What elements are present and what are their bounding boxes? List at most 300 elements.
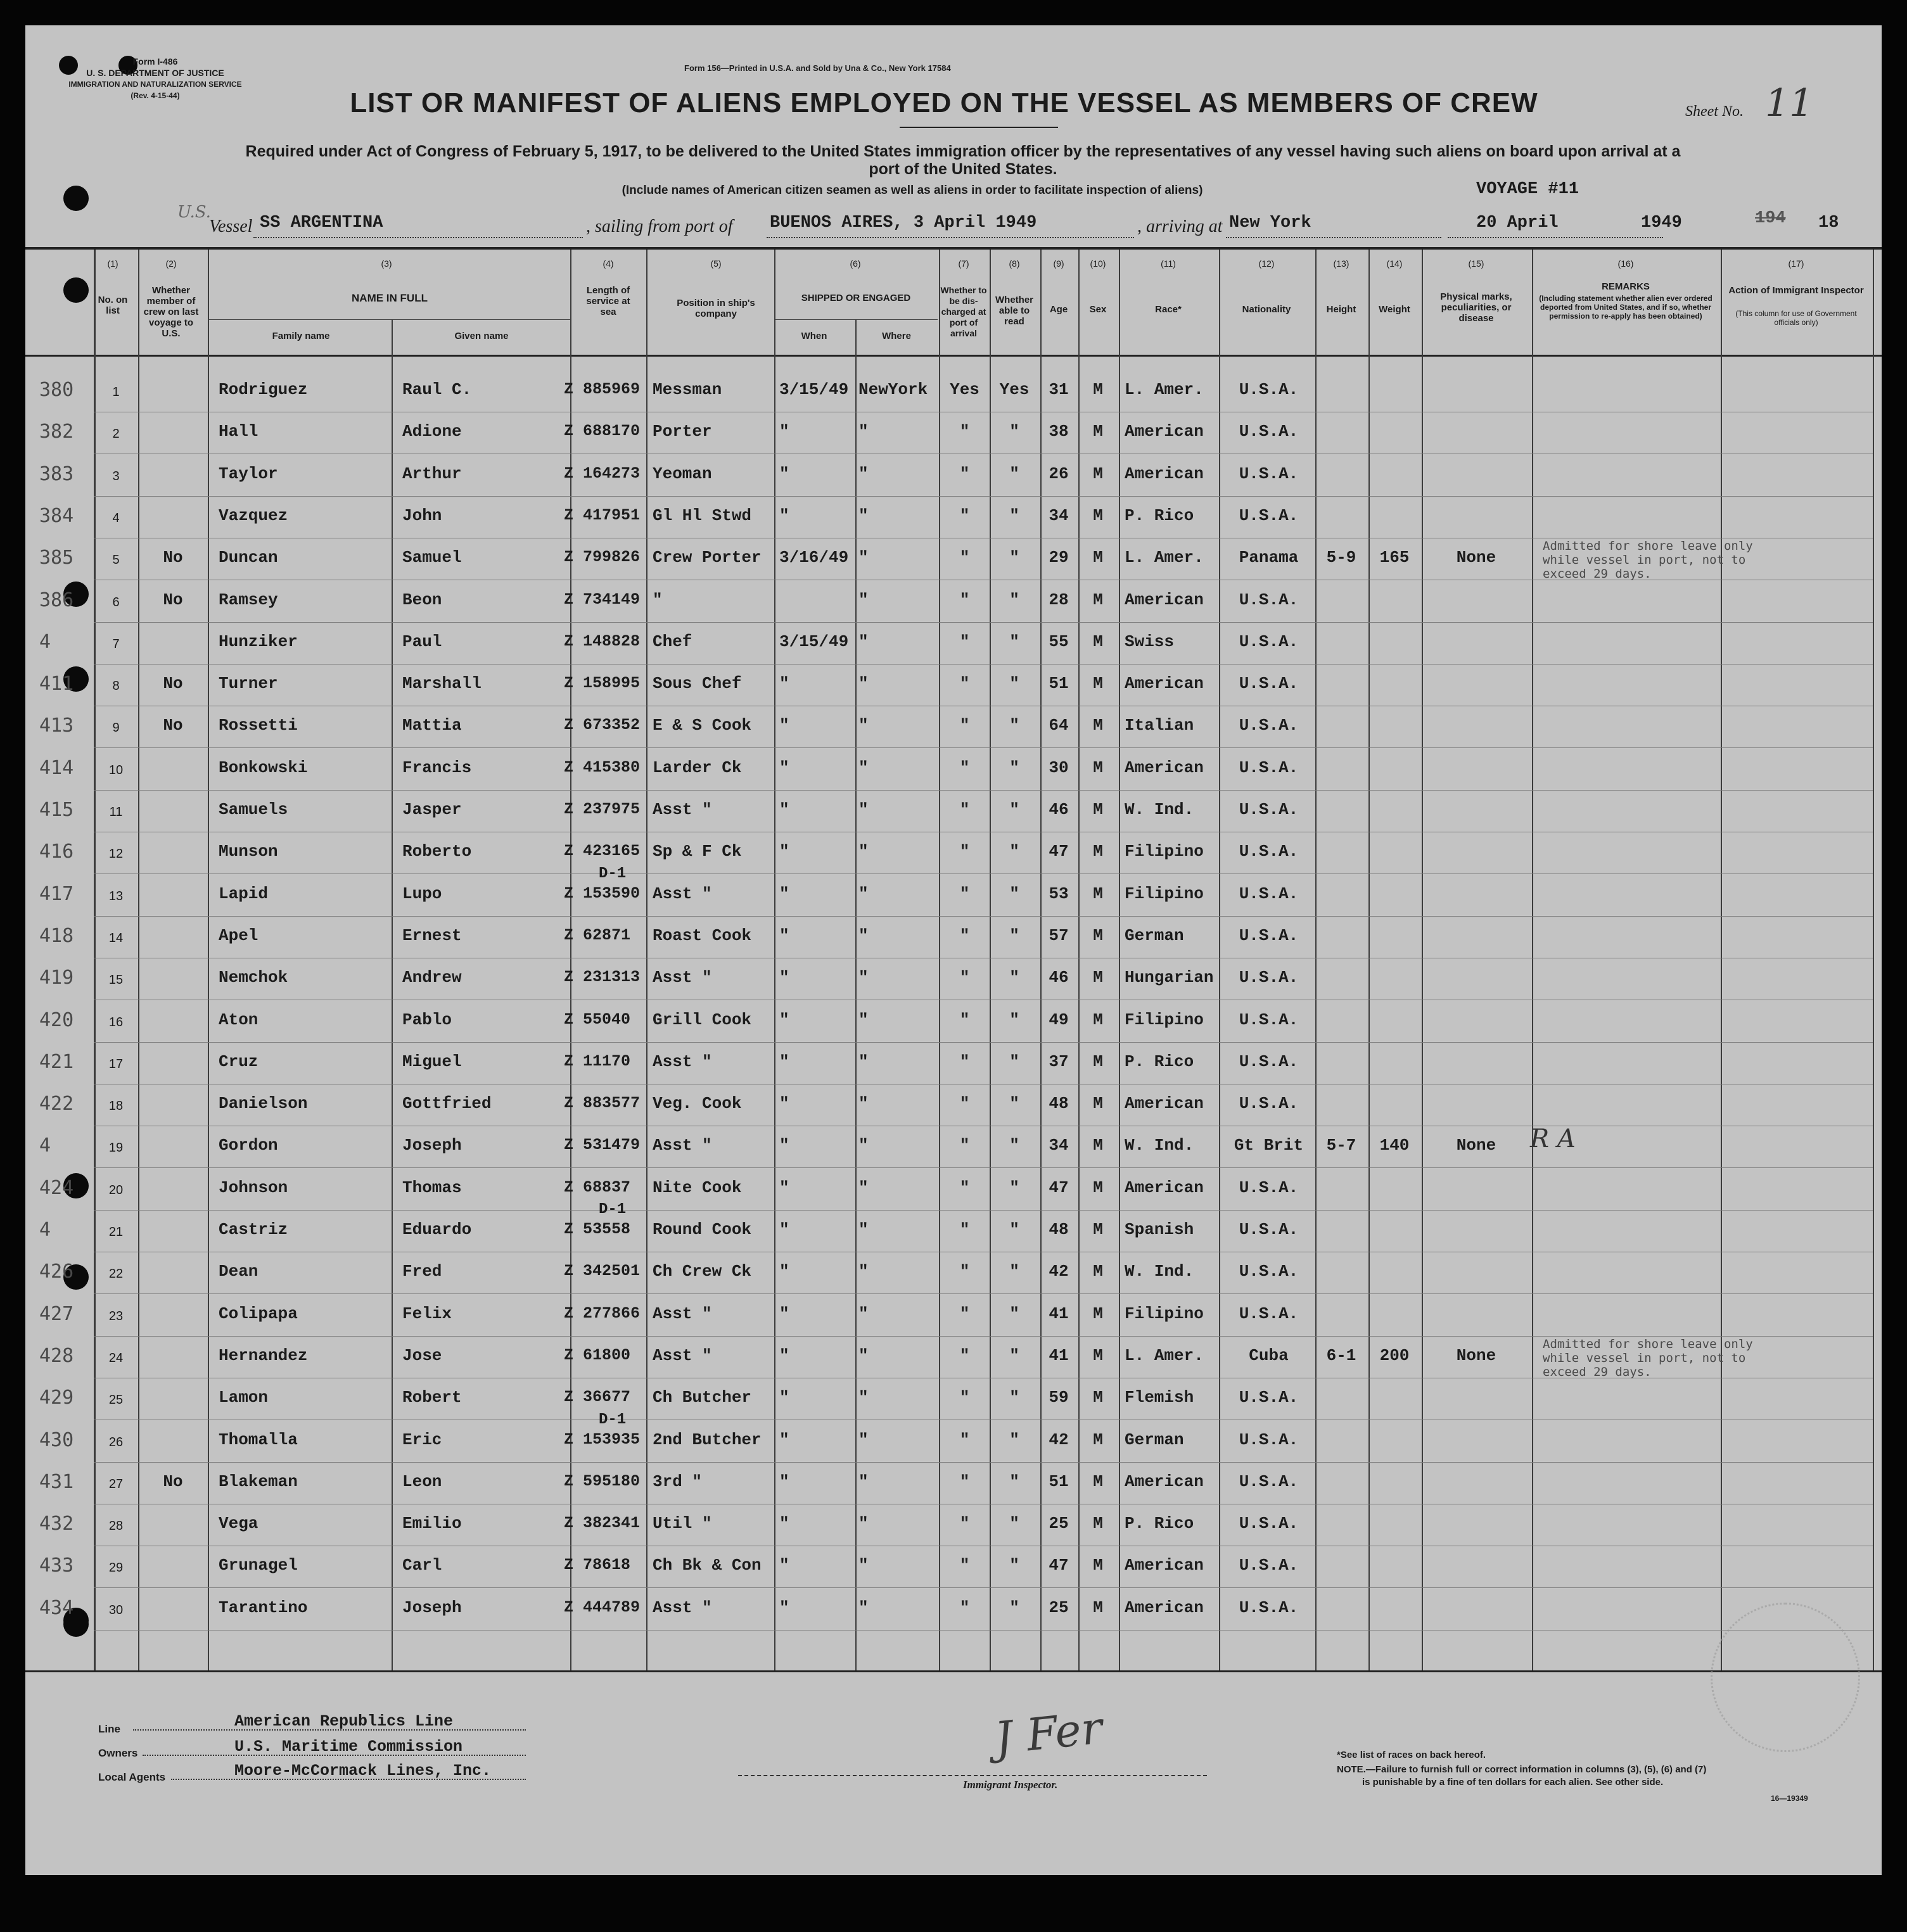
nationality: U.S.A. xyxy=(1239,1010,1299,1029)
age: 28 xyxy=(1049,590,1069,609)
ledger-number: 420 xyxy=(39,1008,74,1031)
able-to-read: " xyxy=(1009,1262,1019,1281)
race: P. Rico xyxy=(1125,1052,1194,1071)
col-number-13: (13) xyxy=(1333,258,1349,269)
col-head-race: Race* xyxy=(1155,304,1182,315)
ledger-number: 415 xyxy=(39,799,74,821)
discharged: " xyxy=(959,842,970,861)
row-number: 25 xyxy=(108,1393,124,1408)
ledger-number: 380 xyxy=(39,379,74,401)
able-to-read: " xyxy=(1009,674,1019,694)
family-name: Nemchok xyxy=(219,968,288,988)
family-name: Hernandez xyxy=(219,1345,308,1365)
able-to-read: " xyxy=(1009,1010,1019,1029)
given-name: Arthur xyxy=(402,464,462,483)
nationality: U.S.A. xyxy=(1239,1388,1299,1408)
given-name: Adione xyxy=(402,422,462,442)
ledger-number: 411 xyxy=(39,673,74,696)
nationality: U.S.A. xyxy=(1239,800,1299,819)
given-name: Andrew xyxy=(402,968,462,988)
age: 25 xyxy=(1049,1598,1069,1617)
nationality: U.S.A. xyxy=(1239,758,1299,777)
shipped-where: " xyxy=(858,1556,869,1575)
able-to-read: " xyxy=(1009,1471,1019,1491)
nationality: U.S.A. xyxy=(1239,674,1299,694)
sex: M xyxy=(1093,548,1103,568)
family-name: Hall xyxy=(219,422,258,442)
row-divider xyxy=(94,1042,1873,1043)
service-length: Z 68837 xyxy=(564,1178,631,1197)
col-number-6: (6) xyxy=(850,258,861,269)
given-name: Carl xyxy=(402,1556,442,1575)
discharged: " xyxy=(959,884,970,903)
weight: 165 xyxy=(1379,548,1410,568)
column-divider xyxy=(1873,250,1874,1670)
family-name: Taylor xyxy=(219,464,278,483)
discharged: " xyxy=(959,1010,970,1029)
vessel-name: SS ARGENTINA xyxy=(260,213,383,232)
sex: M xyxy=(1093,884,1103,903)
service-note: D-1 xyxy=(599,1201,627,1218)
position: Sp & F Ck xyxy=(653,842,742,861)
shipped-where: " xyxy=(858,1345,869,1365)
service-length: Z 11170 xyxy=(564,1052,631,1071)
given-name: Jose xyxy=(402,1345,442,1365)
age: 41 xyxy=(1049,1304,1069,1323)
given-name: Beon xyxy=(402,590,442,609)
requirement-line-1: Required under Act of Congress of February 5, 1917, to be delivered to the United States immigration officer by the representatives of any vessel having such aliens on board upon arrival at a xyxy=(245,143,1681,160)
family-name: Dean xyxy=(219,1262,258,1281)
owners-label: Owners xyxy=(98,1747,138,1759)
row-number: 27 xyxy=(108,1477,124,1491)
position: Round Cook xyxy=(653,1220,752,1239)
column-divider xyxy=(1119,250,1120,1670)
service-length: Z 153935 xyxy=(564,1430,641,1449)
inspection-stamp xyxy=(1711,1603,1860,1752)
nationality: U.S.A. xyxy=(1239,1178,1299,1197)
able-to-read: " xyxy=(1009,1220,1019,1239)
discharged: " xyxy=(959,1598,970,1617)
col-head-remarks: REMARKS xyxy=(1602,281,1650,292)
service-length: Z 417951 xyxy=(564,505,641,524)
shipped-when: " xyxy=(779,422,789,442)
nationality: U.S.A. xyxy=(1239,968,1299,988)
sex: M xyxy=(1093,1430,1103,1449)
height: 6-1 xyxy=(1326,1345,1356,1365)
discharged: " xyxy=(959,1136,970,1155)
service-note: D-1 xyxy=(599,1411,627,1428)
able-to-read: " xyxy=(1009,925,1019,945)
nationality: U.S.A. xyxy=(1239,505,1299,525)
shipped-when: " xyxy=(779,464,789,483)
us-mark: U.S. xyxy=(177,203,211,222)
position: Asst " xyxy=(653,884,712,903)
family-name: Grunagel xyxy=(219,1556,298,1575)
row-number: 14 xyxy=(108,931,124,945)
ledger-number: 424 xyxy=(39,1176,74,1199)
service-length: Z 444789 xyxy=(564,1598,641,1617)
able-to-read: " xyxy=(1009,1388,1019,1408)
family-name: Castriz xyxy=(219,1220,288,1239)
shipped-where: " xyxy=(858,1178,869,1197)
age: 57 xyxy=(1049,925,1069,945)
able-to-read: " xyxy=(1009,884,1019,903)
family-name: Thomalla xyxy=(219,1430,298,1449)
age: 30 xyxy=(1049,758,1069,777)
row-divider xyxy=(94,1167,1873,1168)
given-name: Raul C. xyxy=(402,380,472,399)
row-number: 5 xyxy=(112,553,120,568)
given-name: Leon xyxy=(402,1471,442,1491)
able-to-read: Yes xyxy=(999,380,1030,399)
race: Hungarian xyxy=(1125,968,1214,988)
able-to-read: " xyxy=(1009,1430,1019,1449)
race: Flemish xyxy=(1125,1388,1194,1408)
age: 42 xyxy=(1049,1430,1069,1449)
ledger-number: 414 xyxy=(39,756,74,779)
able-to-read: " xyxy=(1009,1345,1019,1365)
row-number: 28 xyxy=(108,1519,124,1534)
nationality: U.S.A. xyxy=(1239,1598,1299,1617)
shipped-where: " xyxy=(858,674,869,694)
row-divider xyxy=(94,496,1873,497)
physical-marks: None xyxy=(1456,548,1496,568)
shipped-where: " xyxy=(858,925,869,945)
height: 5-7 xyxy=(1326,1136,1356,1155)
ledger-number: 434 xyxy=(39,1596,74,1619)
col-head-remarks-note: (Including statement whether alien ever ordered deported from United States, and if so, whether permission to re-apply has been obtained) xyxy=(1539,294,1712,321)
row-number: 4 xyxy=(112,511,120,525)
age: 59 xyxy=(1049,1388,1069,1408)
ledger-number: 385 xyxy=(39,547,74,569)
nationality: U.S.A. xyxy=(1239,1052,1299,1071)
row-number: 6 xyxy=(112,595,120,609)
ledger-number: 386 xyxy=(39,588,74,611)
discharged: " xyxy=(959,1388,970,1408)
position: Crew Porter xyxy=(653,548,762,568)
service-length: Z 688170 xyxy=(564,422,641,441)
given-name: Thomas xyxy=(402,1178,462,1197)
sailing-port: BUENOS AIRES, 3 April 1949 xyxy=(770,213,1037,232)
sex: M xyxy=(1093,758,1103,777)
discharged: " xyxy=(959,1514,970,1534)
age: 48 xyxy=(1049,1220,1069,1239)
age: 51 xyxy=(1049,1471,1069,1491)
sex: M xyxy=(1093,1304,1103,1323)
row-number: 29 xyxy=(108,1561,124,1575)
shipped-where: " xyxy=(858,548,869,568)
position: " xyxy=(653,590,663,609)
given-name: Joseph xyxy=(402,1598,462,1617)
given-name: Joseph xyxy=(402,1136,462,1155)
discharged: Yes xyxy=(950,380,979,399)
discharged: " xyxy=(959,505,970,525)
family-name: Gordon xyxy=(219,1136,278,1155)
nationality: U.S.A. xyxy=(1239,884,1299,903)
age: 26 xyxy=(1049,464,1069,483)
column-divider xyxy=(94,250,96,1670)
form-revision: (Rev. 4-15-44) xyxy=(131,91,180,100)
shipped-where: " xyxy=(858,716,869,735)
race: L. Amer. xyxy=(1125,548,1204,568)
prior-voyage: No xyxy=(163,674,183,694)
able-to-read: " xyxy=(1009,1514,1019,1534)
position: Messman xyxy=(653,380,722,399)
races-note: *See list of races on back hereof. xyxy=(1337,1750,1486,1760)
row-number: 11 xyxy=(109,805,123,819)
family-name: Vazquez xyxy=(219,505,288,525)
age: 47 xyxy=(1049,842,1069,861)
sex: M xyxy=(1093,422,1103,442)
given-name: John xyxy=(402,505,442,525)
col-number-14: (14) xyxy=(1386,258,1403,269)
sex: M xyxy=(1093,1262,1103,1281)
prior-voyage: No xyxy=(163,1471,183,1491)
printer-line: Form 156—Printed in U.S.A. and Sold by Una & Co., New York 17584 xyxy=(684,63,951,73)
column-divider xyxy=(646,250,647,1670)
position: Asst " xyxy=(653,1304,712,1323)
nationality: Panama xyxy=(1239,548,1299,568)
discharged: " xyxy=(959,1430,970,1449)
sex: M xyxy=(1093,1388,1103,1408)
position: Roast Cook xyxy=(653,925,752,945)
col-head-action: Action of Immigrant Inspector xyxy=(1728,285,1864,296)
row-number: 18 xyxy=(108,1099,124,1114)
form-code: 16—19349 xyxy=(1771,1794,1808,1803)
row-number: 1 xyxy=(112,385,120,399)
column-divider xyxy=(1532,250,1533,1670)
position: Gl Hl Stwd xyxy=(653,505,752,525)
service-length: Z 595180 xyxy=(564,1471,641,1490)
shipped-when: 3/15/49 xyxy=(779,380,849,399)
inspector-label: Immigrant Inspector. xyxy=(963,1779,1058,1791)
service-length: Z 423165 xyxy=(564,842,641,861)
remarks: Admitted for shore leave only while vessel in port, not to exceed 29 days. xyxy=(1543,1337,1753,1379)
given-name: Robert xyxy=(402,1388,462,1408)
ledger-number: 384 xyxy=(39,504,74,527)
sex: M xyxy=(1093,590,1103,609)
race: American xyxy=(1125,1598,1204,1617)
ledger-number: 413 xyxy=(39,715,74,737)
row-number: 23 xyxy=(108,1309,124,1323)
service-length: Z 885969 xyxy=(564,380,641,398)
able-to-read: " xyxy=(1009,464,1019,483)
page-title: LIST OR MANIFEST OF ALIENS EMPLOYED ON THE VESSEL AS MEMBERS OF CREW xyxy=(350,87,1538,118)
row-number: 7 xyxy=(112,637,120,651)
shipped-when: " xyxy=(779,1136,789,1155)
owners-underline xyxy=(143,1755,526,1756)
discharged: " xyxy=(959,800,970,819)
agents-value: Moore-McCormack Lines, Inc. xyxy=(234,1762,492,1780)
sheet-number: 11 xyxy=(1764,81,1814,125)
able-to-read: " xyxy=(1009,758,1019,777)
voyage-number: VOYAGE #11 xyxy=(1476,180,1579,199)
shipped-when: " xyxy=(779,1262,789,1281)
shipped-where: " xyxy=(858,1010,869,1029)
row-number: 2 xyxy=(112,427,120,442)
given-name: Eric xyxy=(402,1430,442,1449)
col-number-16: (16) xyxy=(1617,258,1634,269)
col-number-5: (5) xyxy=(710,258,722,269)
race: Spanish xyxy=(1125,1220,1194,1239)
sex: M xyxy=(1093,1136,1103,1155)
ledger-number: 421 xyxy=(39,1050,74,1073)
sex: M xyxy=(1093,1514,1103,1534)
race: Filipino xyxy=(1125,1304,1204,1323)
age: 31 xyxy=(1049,380,1069,399)
shipped-where: " xyxy=(858,842,869,861)
nationality: U.S.A. xyxy=(1239,632,1299,651)
col-number-9: (9) xyxy=(1053,258,1064,269)
age: 34 xyxy=(1049,505,1069,525)
line-value: American Republics Line xyxy=(234,1712,454,1731)
col-head-given: Given name xyxy=(454,331,509,341)
shipped-where: " xyxy=(858,1304,869,1323)
age: 38 xyxy=(1049,422,1069,442)
sex: M xyxy=(1093,380,1103,399)
sex: M xyxy=(1093,1345,1103,1365)
discharged: " xyxy=(959,1178,970,1197)
row-number: 17 xyxy=(108,1057,124,1071)
sex: M xyxy=(1093,1598,1103,1617)
column-divider xyxy=(208,250,209,1670)
family-name: Rossetti xyxy=(219,716,298,735)
ledger-number: 422 xyxy=(39,1093,74,1115)
service-length: Z 158995 xyxy=(564,674,641,693)
column-divider xyxy=(1368,250,1370,1670)
able-to-read: " xyxy=(1009,716,1019,735)
shipped-when: " xyxy=(779,1388,789,1408)
service-length: Z 153590 xyxy=(564,884,641,903)
arrival-date: 20 April xyxy=(1476,213,1559,232)
able-to-read: " xyxy=(1009,548,1019,568)
discharged: " xyxy=(959,1471,970,1491)
sex: M xyxy=(1093,800,1103,819)
race: American xyxy=(1125,758,1204,777)
row-divider xyxy=(94,1210,1873,1211)
nationality: U.S.A. xyxy=(1239,422,1299,442)
family-name: Johnson xyxy=(219,1178,288,1197)
row-number: 15 xyxy=(108,973,124,988)
service-length: Z 55040 xyxy=(564,1010,631,1029)
family-name: Tarantino xyxy=(219,1598,308,1617)
nationality: U.S.A. xyxy=(1239,842,1299,861)
sex: M xyxy=(1093,464,1103,483)
position: Yeoman xyxy=(653,464,712,483)
shipped-where: NewYork xyxy=(858,380,928,399)
able-to-read: " xyxy=(1009,968,1019,988)
sheet-label: Sheet No. xyxy=(1685,103,1744,120)
position: Grill Cook xyxy=(653,1010,752,1029)
given-name: Felix xyxy=(402,1304,452,1323)
given-name: Ernest xyxy=(402,925,462,945)
ledger-number: 417 xyxy=(39,882,74,905)
col-head-where: Where xyxy=(882,331,911,341)
ledger-number: 428 xyxy=(39,1344,74,1367)
shipped-where: " xyxy=(858,1052,869,1071)
family-name: Lamon xyxy=(219,1388,269,1408)
shipped-where: " xyxy=(858,884,869,903)
race: W. Ind. xyxy=(1125,1262,1194,1281)
arrival-year: 1949 xyxy=(1641,213,1682,232)
column-divider xyxy=(392,319,393,1670)
race: Italian xyxy=(1125,716,1194,735)
race: Filipino xyxy=(1125,884,1204,903)
shipped-when: 3/15/49 xyxy=(779,632,849,651)
shipped-where: " xyxy=(858,1598,869,1617)
discharged: " xyxy=(959,925,970,945)
shipped-where: " xyxy=(858,1262,869,1281)
service-length: Z 734149 xyxy=(564,590,641,609)
physical-marks: None xyxy=(1456,1345,1496,1365)
position: Asst " xyxy=(653,1345,712,1365)
discharged: " xyxy=(959,1345,970,1365)
row-number: 24 xyxy=(108,1350,124,1365)
race: American xyxy=(1125,422,1204,442)
family-name: Munson xyxy=(219,842,278,861)
able-to-read: " xyxy=(1009,1052,1019,1071)
fine-note-2: is punishable by a fine of ten dollars for each alien. See other side. xyxy=(1362,1777,1664,1788)
family-name: Danielson xyxy=(219,1094,308,1114)
sex: M xyxy=(1093,925,1103,945)
shipped-when: " xyxy=(779,1514,789,1534)
discharged: " xyxy=(959,464,970,483)
race: Filipino xyxy=(1125,842,1204,861)
col-head-family: Family name xyxy=(272,331,330,341)
age: 46 xyxy=(1049,968,1069,988)
row-divider xyxy=(94,790,1873,791)
shipped-where: " xyxy=(858,632,869,651)
col-head-height: Height xyxy=(1326,304,1356,315)
given-name: Paul xyxy=(402,632,442,651)
nationality: Gt Brit xyxy=(1234,1136,1304,1155)
shipped-when: " xyxy=(779,716,789,735)
service-length: Z 673352 xyxy=(564,716,641,735)
age: 47 xyxy=(1049,1178,1069,1197)
race: Swiss xyxy=(1125,632,1175,651)
able-to-read: " xyxy=(1009,1094,1019,1114)
year-digits: 18 xyxy=(1818,213,1839,232)
discharged: " xyxy=(959,548,970,568)
row-number: 19 xyxy=(108,1141,124,1155)
shipped-where: " xyxy=(858,1094,869,1114)
col-head-position: Position in ship's company xyxy=(677,298,755,319)
row-divider xyxy=(94,1462,1873,1463)
row-divider xyxy=(94,1336,1873,1337)
given-name: Eduardo xyxy=(402,1220,472,1239)
row-number: 30 xyxy=(108,1603,124,1617)
race: P. Rico xyxy=(1125,505,1194,525)
able-to-read: " xyxy=(1009,1304,1019,1323)
row-number: 21 xyxy=(108,1225,124,1239)
position: Asst " xyxy=(653,800,712,819)
shipped-where: " xyxy=(858,590,869,609)
sex: M xyxy=(1093,1094,1103,1114)
row-number: 3 xyxy=(112,469,120,483)
ledger-number: 431 xyxy=(39,1470,74,1493)
shipped-where: " xyxy=(858,1136,869,1155)
ledger-number: 4 xyxy=(39,1219,51,1241)
service-note: D-1 xyxy=(599,865,627,882)
family-name: Duncan xyxy=(219,548,278,568)
given-name: Jasper xyxy=(402,800,462,819)
prior-voyage: No xyxy=(163,590,183,609)
position: Larder Ck xyxy=(653,758,742,777)
signature-line xyxy=(738,1775,1207,1776)
race: Filipino xyxy=(1125,1010,1204,1029)
nationality: U.S.A. xyxy=(1239,925,1299,945)
position: Asst " xyxy=(653,1598,712,1617)
